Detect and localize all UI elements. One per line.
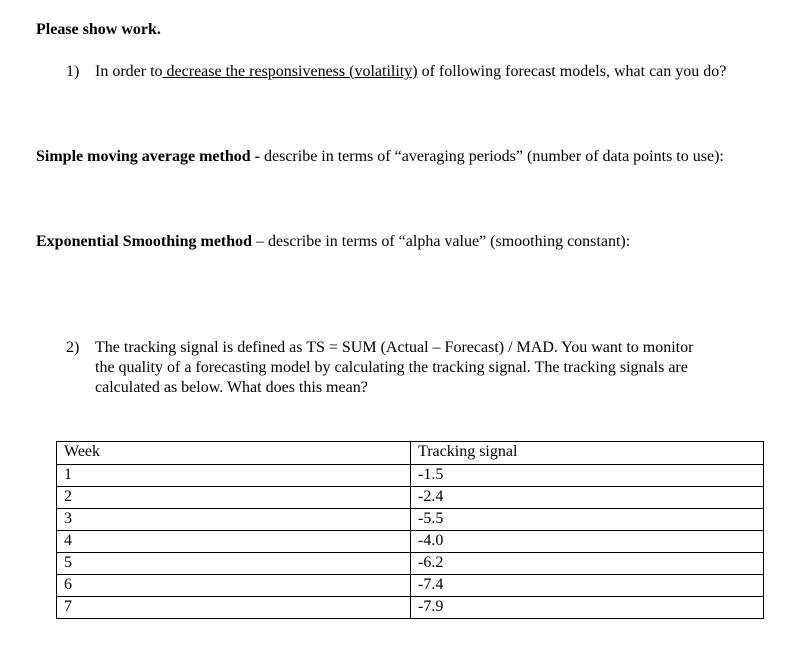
tracking-signal-cell: -6.2 (411, 553, 764, 575)
week-cell: 6 (57, 575, 411, 597)
week-column-header: Week (57, 442, 411, 465)
question-1-text-before: In order to (95, 63, 163, 80)
sma-prompt (36, 147, 756, 167)
instruction-heading: Please show work. (36, 21, 161, 38)
table-row (57, 465, 764, 487)
question-1-text (95, 62, 745, 82)
table-row (57, 553, 764, 575)
sma-text: describe in terms of “averaging periods” (number of data points to use): (259, 148, 724, 165)
exponential-smoothing-prompt (36, 232, 756, 252)
table-row (57, 509, 764, 531)
sma-label: Simple moving average method - (36, 148, 260, 165)
tracking-signal-cell: -5.5 (411, 509, 764, 531)
question-1-text-after: of following forecast models, what can you do? (417, 63, 727, 80)
table-header-row (57, 442, 764, 465)
table-row (57, 575, 764, 597)
tracking-signal-cell: -7.9 (411, 597, 764, 619)
week-cell: 3 (57, 509, 411, 531)
tracking-signal-cell: -2.4 (411, 487, 764, 509)
table-row (57, 487, 764, 509)
tracking-signal-cell: -7.4 (411, 575, 764, 597)
exponential-smoothing-text: – describe in terms of “alpha value” (smoothing constant): (252, 233, 631, 250)
question-2-text: The tracking signal is defined as TS = SUM (Actual – Forecast) / MAD. You want to monitor the quality of a forecasting model by calculating the tracking signal. The tracking signals are calculated as below. What does this mean? (95, 339, 694, 396)
week-cell: 1 (57, 465, 411, 487)
question-1-number: 1) (66, 63, 80, 80)
tracking-signal-cell: -4.0 (411, 531, 764, 553)
week-cell: 4 (57, 531, 411, 553)
week-cell: 7 (57, 597, 411, 619)
week-cell: 5 (57, 553, 411, 575)
week-cell: 2 (57, 487, 411, 509)
tracking-signal-cell: -1.5 (411, 465, 764, 487)
table-row (57, 597, 764, 619)
exponential-smoothing-label: Exponential Smoothing method (36, 233, 253, 250)
table-row (57, 531, 764, 553)
question-2-number: 2) (66, 339, 80, 356)
tracking-signal-column-header: Tracking signal (411, 442, 764, 465)
question-1-underlined-phrase: decrease the responsiveness (volatility) (162, 63, 418, 80)
tracking-signal-table (56, 441, 764, 619)
